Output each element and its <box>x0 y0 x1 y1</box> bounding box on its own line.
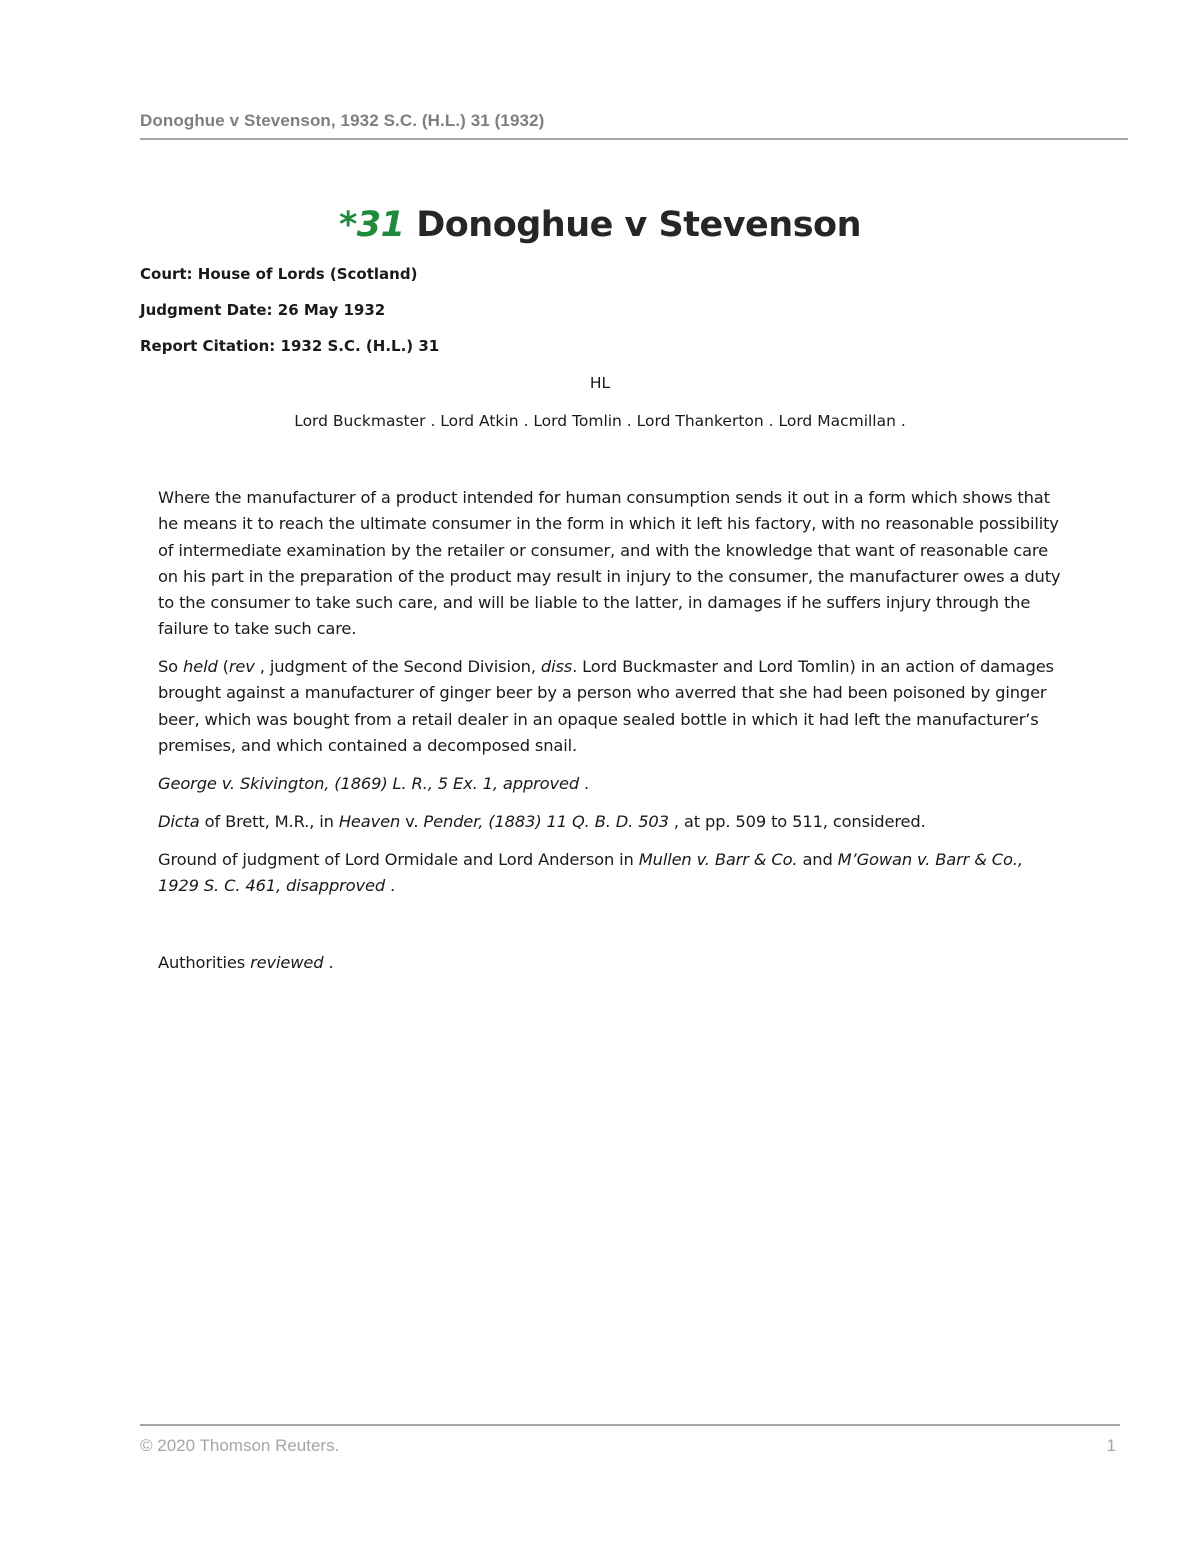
case-citation: M’Gowan v. Barr & Co., 1929 S. C. 461, disapproved <box>158 850 1023 896</box>
case-name: Donoghue v Stevenson <box>416 205 861 245</box>
judgment-date-value: 26 May 1932 <box>277 301 386 319</box>
text-run: and <box>797 850 838 869</box>
copyright-notice: © 2020 Thomson Reuters. <box>140 1436 340 1455</box>
held-term: held <box>183 657 218 676</box>
page-number: 1 <box>1106 1436 1116 1455</box>
headnote-paragraph-3 <box>158 771 1068 797</box>
dicta-term: Dicta <box>158 812 200 831</box>
judges-line: Lord Buckmaster . Lord Atkin . Lord Tomlin . Lord Thankerton . Lord Macmillan . <box>294 412 906 430</box>
headnote-text: Where the manufacturer of a product intended for human consumption sends it out in a form which shows that he means it to reach the ultimate consumer in the form in which it left his factory, with no reasonable possibility of intermediate examination by the retailer or consumer, and with the knowledge that want of reasonable care on his part in the preparation of the product may result in injury to the consumer, the manufacturer owes a duty to the consumer to take such care, and will be liable to the latter, in damages if he suffers injury through the failure to take such care. <box>158 488 1061 639</box>
text-run: , at pp. 509 to 511, considered. <box>668 812 926 831</box>
report-citation-line <box>140 335 439 357</box>
report-citation-value: 1932 S.C. (H.L.) 31 <box>280 337 440 355</box>
court-value: House of Lords (Scotland) <box>197 265 418 283</box>
court-label: Court: <box>140 265 193 283</box>
diss-term: diss <box>540 657 573 676</box>
page-header <box>140 108 1128 140</box>
judgment-date-line <box>140 299 385 321</box>
text-run: v. <box>400 812 424 831</box>
case-citation: Pender, (1883) 11 Q. B. D. 503 <box>423 812 669 831</box>
report-citation-label: Report Citation: <box>140 337 276 355</box>
text-run: So <box>158 657 184 676</box>
text-run: of Brett, M.R., in <box>199 812 339 831</box>
text-run: . <box>323 953 334 972</box>
headnote-paragraph-5 <box>158 847 1068 900</box>
reviewed-term: reviewed <box>250 953 324 972</box>
document-title <box>0 200 1200 250</box>
rev-term: rev <box>228 657 255 676</box>
text-run: ( <box>217 657 229 676</box>
text-run: . <box>579 774 590 793</box>
running-title: Donoghue v Stevenson, 1932 S.C. (H.L.) 31 (1932) <box>140 111 545 130</box>
page-marker: *31 <box>338 205 405 245</box>
headnote-paragraph-2 <box>158 654 1068 759</box>
text-run: Ground of judgment of Lord Ormidale and Lord Anderson in <box>158 850 639 869</box>
case-citation: George v. Skivington, (1869) L. R., 5 Ex. 1, approved <box>158 774 580 793</box>
court-line <box>140 263 417 285</box>
text-run: . Lord Buckmaster and Lord Tomlin) in an action of damages brought against a manufacturer of ginger beer by a person who averred that she had been poisoned by ginger beer, which was bought from a retail dealer in an opaque sealed bottle in which it had left the manufacturer’s premises, and which contained a decomposed snail. <box>158 657 1054 755</box>
text-run: Authorities <box>158 953 251 972</box>
headnote-paragraph-1 <box>158 485 1068 643</box>
text-run: , judgment of the Second Division, <box>254 657 541 676</box>
case-citation: Mullen v. Barr & Co. <box>638 850 798 869</box>
case-citation: Heaven <box>338 812 401 831</box>
judgment-date-label: Judgment Date: <box>140 301 273 319</box>
headnote-paragraph-6 <box>158 950 1068 976</box>
court-abbreviation: HL <box>589 374 611 392</box>
page-footer <box>140 1424 1120 1466</box>
headnote-paragraph-4 <box>158 809 1068 835</box>
text-run: . <box>385 876 396 896</box>
